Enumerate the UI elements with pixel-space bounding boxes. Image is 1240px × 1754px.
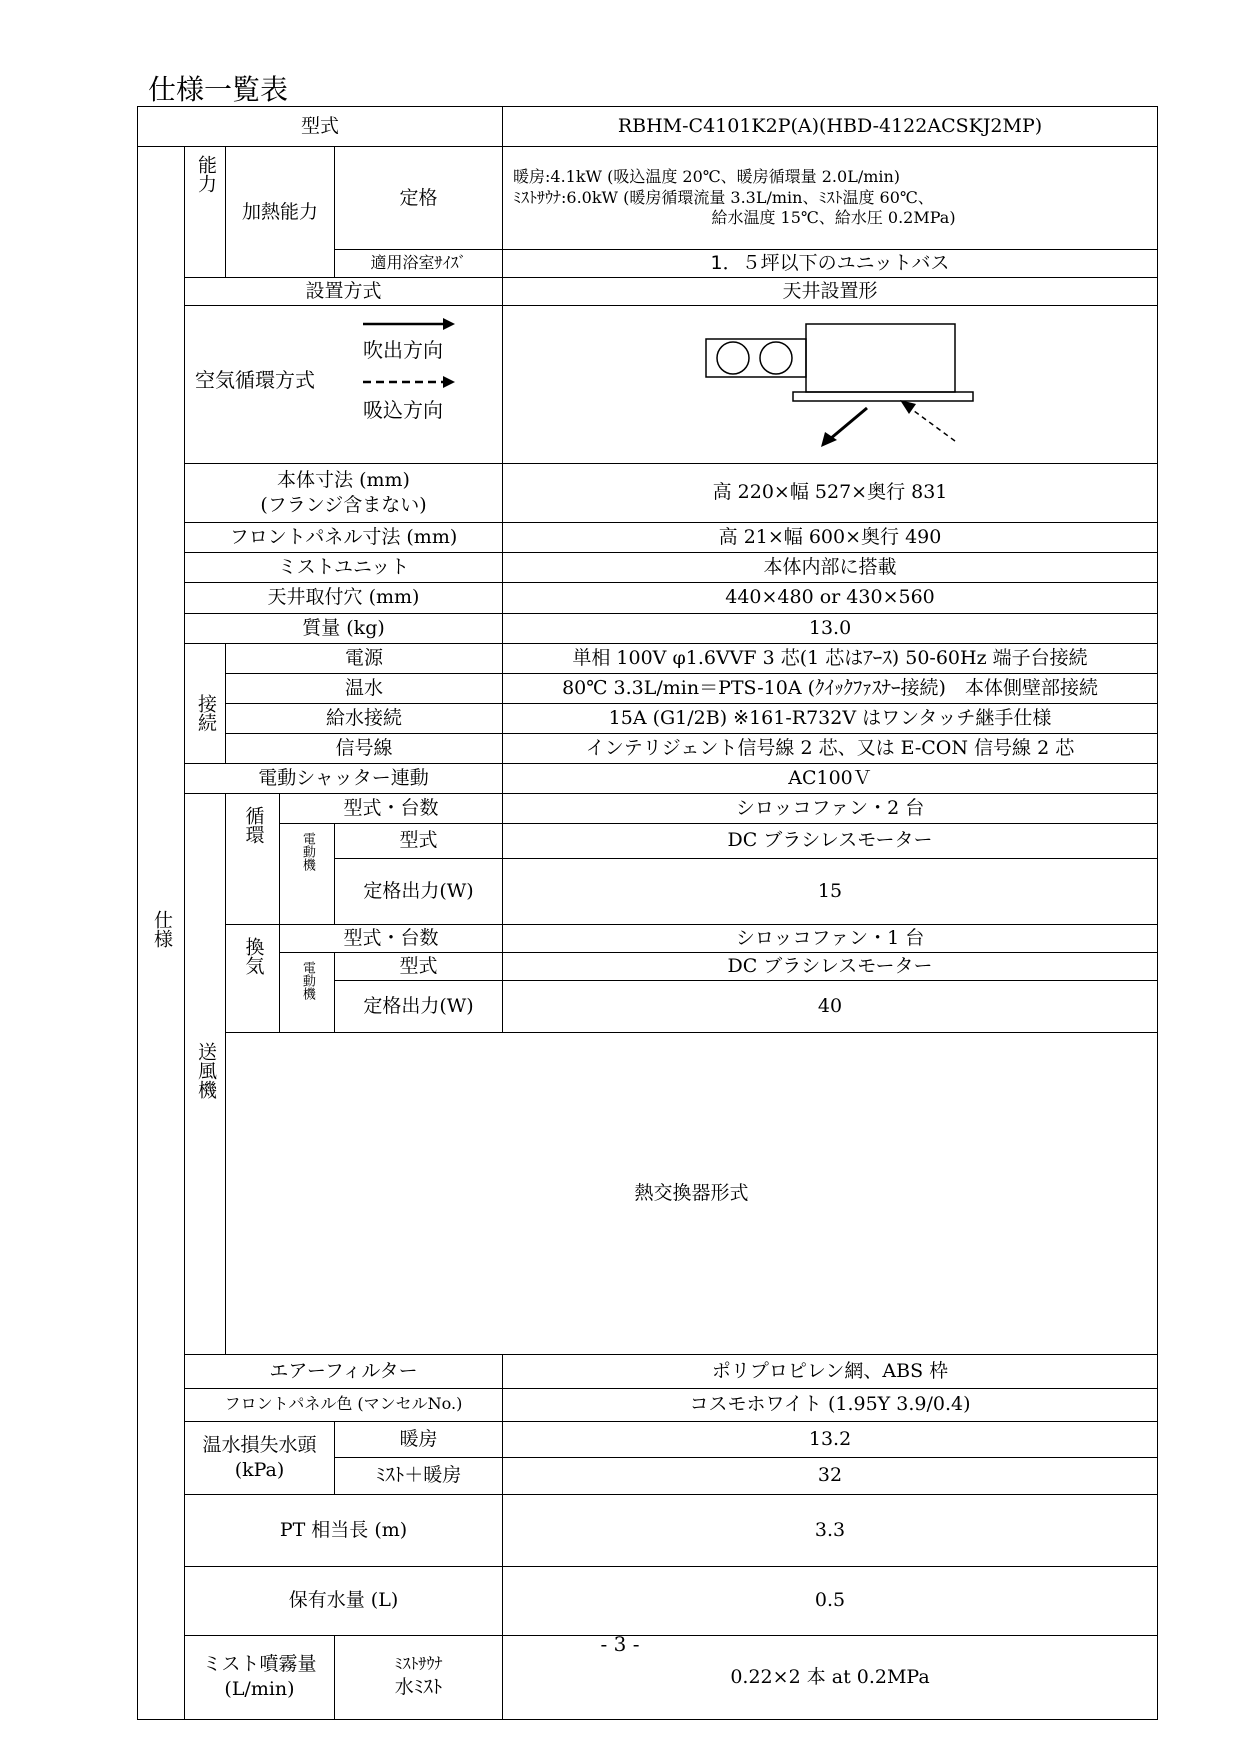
inflow-arrowhead: [900, 400, 916, 414]
spec-group-cell: [138, 147, 185, 1720]
solid-arrow-icon: [363, 317, 455, 331]
head-loss-heating-label: 暖房: [335, 1421, 503, 1457]
air-method-label: 空気循環方式: [195, 368, 315, 393]
rating-line-1: 暖房:4.1kW (吸込温度 20℃、暖房循環量 2.0L/min): [513, 166, 901, 186]
air-diagram-cell: [503, 306, 1158, 464]
rating-line-2: ﾐｽﾄｻｳﾅ:6.0kW (暖房循環流量 3.3L/min、ﾐｽﾄ温度 60℃、: [513, 187, 934, 207]
install-value: 天井設置形: [503, 278, 1158, 306]
connection-label: 接続: [194, 693, 217, 732]
head-loss-label: [185, 1421, 335, 1494]
mist-spray-label-1: ミスト噴霧量: [202, 1653, 317, 1676]
air-in-label: 吸込方向: [363, 398, 443, 423]
install-label: 設置方式: [185, 278, 503, 306]
vent-motor-cell: [280, 952, 335, 1032]
mass-value: 13.0: [503, 613, 1158, 643]
capacity-cell: [185, 147, 226, 278]
inflow-arrow: [910, 408, 955, 441]
ceiling-hole-value: 440×480 or 430×560: [503, 582, 1158, 613]
mass-label: 質量 (kg): [185, 613, 503, 643]
circulation-cell: [226, 793, 280, 924]
water-volume-value: 0.5: [503, 1566, 1158, 1635]
mist-spray-value: 0.22×2 本 at 0.2MPa: [503, 1635, 1158, 1719]
fan-circle-1: [717, 342, 749, 374]
air-filter-label: エアーフィルター: [185, 1354, 503, 1388]
vent-output-label: 定格出力(W): [335, 980, 503, 1032]
power-value: 単相 100V φ1.6VVF 3 芯(1 芯はｱｰｽ) 50-60Hz 端子台接続: [503, 643, 1158, 673]
front-dim-value: 高 21×幅 600×奥行 490: [503, 522, 1158, 552]
vent-type-count-value: シロッコファン・1 台: [503, 924, 1158, 952]
fan-housing-shape: [706, 339, 806, 377]
circ-motor-type-value: DC ブラシレスモーター: [503, 823, 1158, 858]
blower-label: 送風機: [194, 1041, 217, 1099]
page-title: 仕様一覧表: [148, 73, 289, 106]
blower-cell: [185, 793, 226, 1354]
unit-diagram: [505, 306, 1155, 456]
page-number: - 3 -: [600, 1632, 640, 1656]
model-value: RBHM-C4101K2P(A)(HBD-4122ACSKJ2MP): [503, 107, 1158, 147]
connection-cell: [185, 643, 226, 763]
vent-motor-label: 電動機: [299, 960, 315, 1000]
shutter-label: 電動シャッター連動: [185, 763, 503, 793]
bath-size-label: 適用浴室ｻｲｽﾞ: [335, 250, 503, 278]
pt-length-value: 3.3: [503, 1494, 1158, 1566]
water-supply-value: 15A (G1/2B) ※161-R732V はワンタッチ継手仕様: [503, 703, 1158, 733]
rating-value: [503, 147, 1158, 250]
heat-exchanger-label: 熱交換器形式: [226, 1032, 1158, 1354]
circulation-label: 循環: [242, 805, 265, 844]
power-label: 電源: [226, 643, 503, 673]
panel-shape: [793, 392, 973, 401]
circ-motor-label: 電動機: [299, 831, 315, 871]
ceiling-hole-label: 天井取付穴 (mm): [185, 582, 503, 613]
fan-circle-2: [760, 342, 792, 374]
air-out-label: 吹出方向: [363, 338, 443, 363]
ventilation-label: 換気: [242, 936, 265, 975]
pt-length-label: PT 相当長 (m): [185, 1494, 503, 1566]
capacity-label: 能力: [194, 155, 217, 193]
dashed-arrow-icon: [363, 375, 455, 389]
vent-type-count-label: 型式・台数: [280, 924, 503, 952]
head-loss-mist-label: ﾐｽﾄ＋暖房: [335, 1457, 503, 1494]
head-loss-mist-value: 32: [503, 1457, 1158, 1494]
panel-color-label: フロントパネル色 (マンセルNo.): [185, 1388, 503, 1421]
mist-unit-value: 本体内部に搭載: [503, 552, 1158, 582]
rating-label: 定格: [335, 147, 503, 250]
circ-output-label: 定格出力(W): [335, 858, 503, 924]
unit-body-shape: [806, 324, 955, 392]
air-filter-value: ポリプロピレン網、ABS 枠: [503, 1354, 1158, 1388]
body-dim-label-2: (フランジ含まない): [260, 493, 427, 516]
ventilation-cell: [226, 924, 280, 1032]
vent-type-label: 型式: [335, 952, 503, 980]
head-loss-label-2: (kPa): [234, 1458, 285, 1481]
water-supply-label: 給水接続: [226, 703, 503, 733]
mist-spray-sub-2: 水ﾐｽﾄ: [394, 1676, 443, 1699]
vent-output-value: 40: [503, 980, 1158, 1032]
circ-type-count-label: 型式・台数: [280, 793, 503, 823]
vent-motor-type-value: DC ブラシレスモーター: [503, 952, 1158, 980]
air-method-cell: [185, 306, 503, 464]
body-dim-label-1: 本体寸法 (mm): [277, 469, 410, 491]
signal-label: 信号線: [226, 733, 503, 763]
body-dim-label: [185, 463, 503, 522]
panel-color-value: コスモホワイト (1.95Y 3.9/0.4): [503, 1388, 1158, 1421]
model-label: 型式: [138, 107, 503, 147]
rating-line-3: 給水温度 15℃、給水圧 0.2MPa): [711, 208, 956, 228]
head-loss-heating-value: 13.2: [503, 1421, 1158, 1457]
head-loss-label-1: 温水損失水頭: [202, 1433, 317, 1456]
bath-size-value: 1．５坪以下のユニットバス: [503, 250, 1158, 278]
circ-type-count-value: シロッコファン・2 台: [503, 793, 1158, 823]
water-volume-label: 保有水量 (L): [185, 1566, 503, 1635]
spec-table: [137, 106, 1158, 1720]
signal-value: インテリジェント信号線 2 芯、又は E-CON 信号線 2 芯: [503, 733, 1158, 763]
body-dim-value: 高 220×幅 527×奥行 831: [503, 463, 1158, 522]
heating-capacity-label: 加熱能力: [226, 147, 335, 278]
mist-spray-sub-1: ﾐｽﾄｻｳﾅ: [394, 1654, 443, 1674]
spec-group-label: 仕様: [150, 910, 173, 949]
circ-motor-cell: [280, 823, 335, 924]
front-dim-label: フロントパネル寸法 (mm): [185, 522, 503, 552]
shutter-value: AC100Ｖ: [503, 763, 1158, 793]
hot-water-label: 温水: [226, 673, 503, 703]
circ-output-value: 15: [503, 858, 1158, 924]
mist-unit-label: ミストユニット: [185, 552, 503, 582]
mist-spray-label-2: (L/min): [224, 1678, 295, 1701]
outflow-arrow: [830, 408, 867, 439]
hot-water-value: 80℃ 3.3L/min＝PTS-10A (ｸｲｯｸﾌｧｽﾅｰ接続) 本体側壁部接続: [503, 673, 1158, 703]
circ-type-label: 型式: [335, 823, 503, 858]
